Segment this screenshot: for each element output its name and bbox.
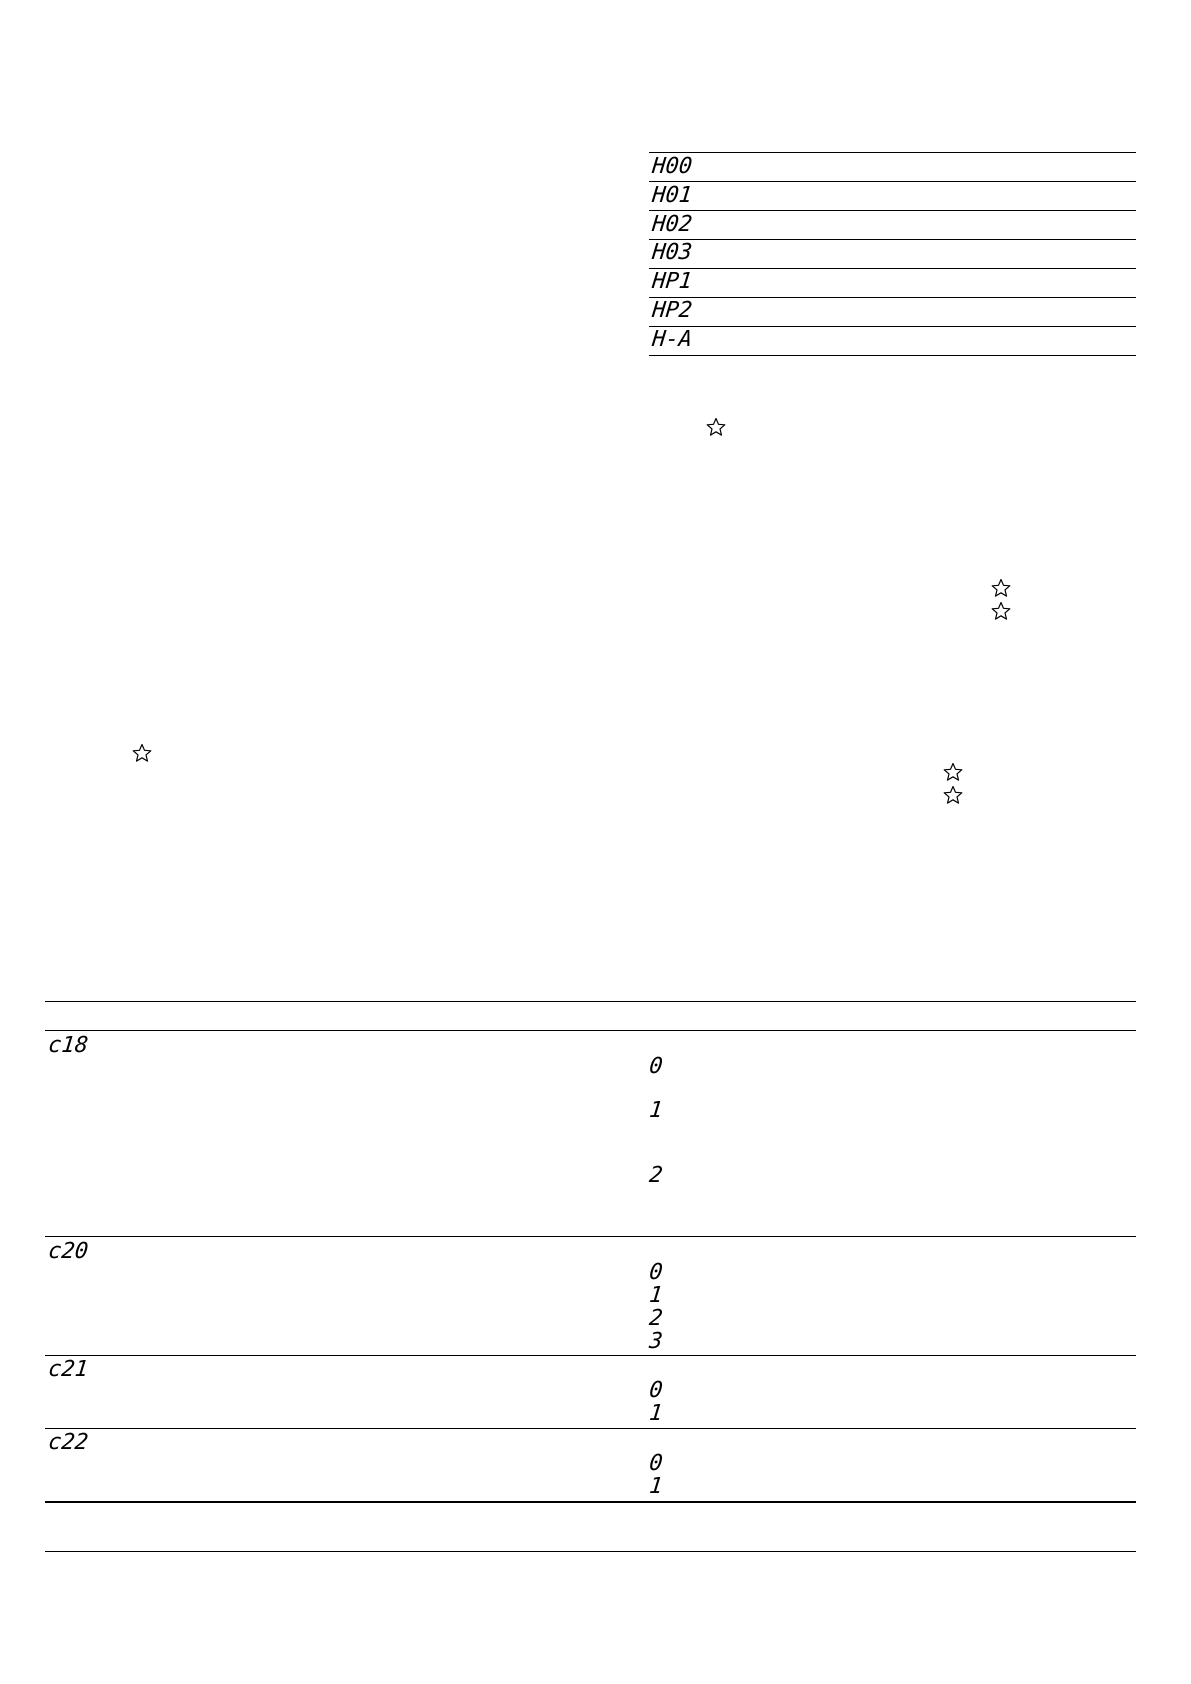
error-code-h-a: H-A <box>651 327 694 352</box>
error-table-bottom-rule <box>649 355 1136 356</box>
error-table-rule <box>649 297 1136 298</box>
setting-option: 1 <box>648 1401 664 1426</box>
settings-table-bottom-rule <box>45 1501 1136 1503</box>
error-code-h00: H00 <box>651 154 694 179</box>
error-code-h01: H01 <box>651 183 694 208</box>
setting-option: 1 <box>648 1474 664 1499</box>
setting-code-c20: c20 <box>47 1239 90 1264</box>
error-table-rule <box>649 210 1136 211</box>
star-icon <box>943 785 963 805</box>
setting-option: 1 <box>648 1098 664 1123</box>
error-table-rule <box>649 326 1136 327</box>
star-icon <box>706 417 726 437</box>
settings-table-row-rule <box>45 1355 1136 1356</box>
setting-option: 0 <box>648 1260 664 1285</box>
setting-code-c21: c21 <box>47 1357 90 1382</box>
settings-table-top-rule <box>45 1001 1136 1002</box>
error-table-top-rule <box>649 152 1136 153</box>
setting-option: 2 <box>648 1163 664 1188</box>
error-table-rule <box>649 239 1136 240</box>
error-code-hp1: HP1 <box>651 269 694 294</box>
setting-option: 0 <box>648 1054 664 1079</box>
error-code-h03: H03 <box>651 240 694 265</box>
setting-option: 0 <box>648 1378 664 1403</box>
footer-rule <box>45 1551 1136 1552</box>
star-icon <box>991 578 1011 598</box>
setting-option: 1 <box>648 1283 664 1308</box>
setting-code-c18: c18 <box>47 1033 90 1058</box>
star-icon <box>991 601 1011 621</box>
setting-option: 0 <box>648 1451 664 1476</box>
error-table-rule <box>649 181 1136 182</box>
star-icon <box>943 762 963 782</box>
setting-code-c22: c22 <box>47 1430 90 1455</box>
settings-table-row-rule <box>45 1428 1136 1429</box>
settings-table-header-rule <box>45 1030 1136 1031</box>
setting-option: 2 <box>648 1306 664 1331</box>
error-code-hp2: HP2 <box>651 298 694 323</box>
settings-table-row-rule <box>45 1236 1136 1237</box>
setting-option: 3 <box>648 1329 664 1354</box>
error-table-rule <box>649 268 1136 269</box>
error-code-h02: H02 <box>651 212 694 237</box>
star-icon <box>132 743 152 763</box>
